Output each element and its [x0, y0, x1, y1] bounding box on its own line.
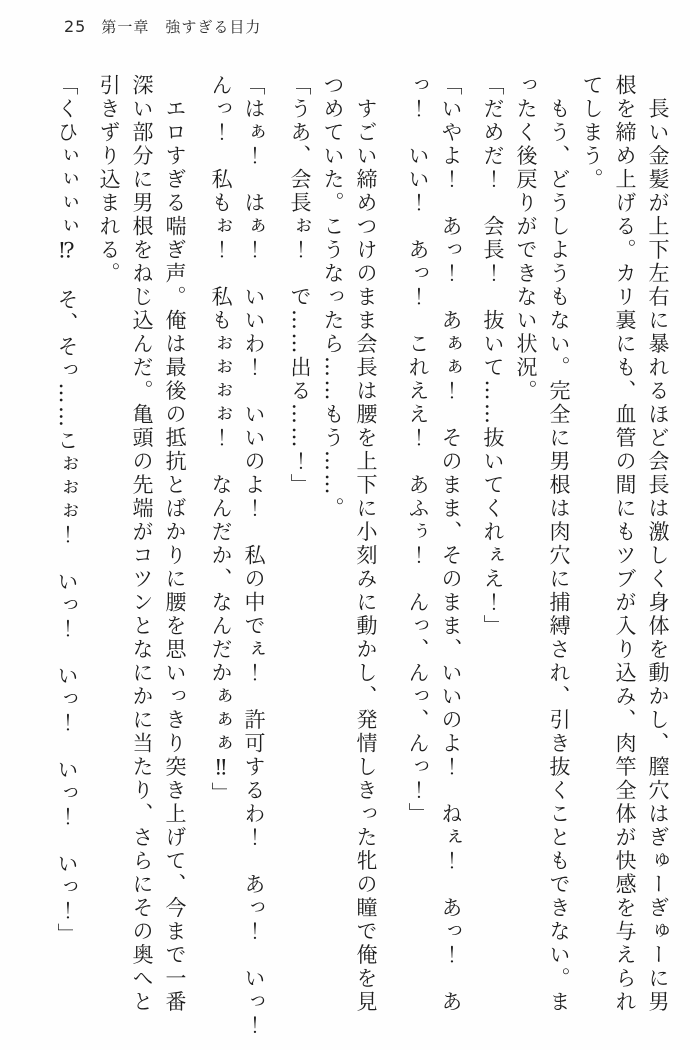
text-line: エロすぎる喘ぎ声。俺は最後の抵抗とばかりに腰を思いっきり突き上げて、今まで一番	[163, 74, 187, 1014]
paragraph	[204, 74, 270, 1044]
text-line: もう、どうしようもない。完全に男根は肉穴に捕縛され、引き抜くこともできない。ま	[547, 74, 571, 1014]
paragraph	[401, 74, 467, 1044]
text-line: 「はぁ！ はぁ！ いいわ！ いいのよ！ 私の中でぇ！ 許可するわ！ あっ！ いっ！	[242, 74, 266, 1038]
text-line: 「くひぃぃぃぃ⁉ そ、そっ……こぉぉぉ！ いっ！ いっ！ いっ！ いっ！」	[55, 74, 79, 947]
paragraph	[283, 74, 316, 1044]
paragraph	[575, 74, 674, 1044]
text-line: すごい締めつけのまま会長は腰を上下に小刻みに動かし、発情しきった牝の瞳で俺を見	[354, 74, 378, 1014]
text-line: 根を締め上げる。カリ裏にも、血管の間にもツブが入り込み、肉竿全体が快感を与えられ	[613, 74, 637, 1014]
chapter-title: 第一章 強すぎる目力	[101, 18, 262, 36]
text-line: 「いやよ！ あっ！ あぁぁ！ そのまま、そのまま、いいのよ！ ねぇ！ あっ！ あ	[439, 74, 463, 1014]
text-line: 深い部分に男根をねじ込んだ。亀頭の先端がコツンとなにかに当たり、さらにその奥へと	[130, 74, 154, 1014]
page-number: 25	[64, 17, 87, 36]
text-line: てしまう。	[580, 74, 604, 192]
text-line: んっ！ 私もぉ！ 私もぉぉぉぉ！ なんだか、なんだかぁぁぁ‼」	[209, 74, 233, 806]
text-line: 引きずり込まれる。	[97, 74, 121, 286]
paragraph	[92, 74, 191, 1044]
paragraph	[316, 74, 382, 1044]
text-line: 「うあ、会長ぉ！ で……出る……！」	[288, 74, 312, 497]
text-line: 長い金髪が上下左右に暴れるほど会長は激しく身体を動かし、膣穴はぎゅーぎゅーに男	[646, 74, 670, 1014]
text-line: ったく後戻りができない状況。	[514, 74, 538, 403]
paragraph	[509, 74, 575, 1044]
text-line: つめていた。こうなったら……もう……。	[321, 74, 345, 521]
body-text	[50, 74, 674, 1044]
text-line: 「だめだ！ 会長！ 抜いて……抜いてくれぇえ！」	[481, 74, 505, 638]
text-line: っ！ いい！ あっ！ これええ！ あふぅ！ んっ、んっ、んっ！」	[406, 74, 430, 826]
page-header	[64, 16, 261, 37]
paragraph	[476, 74, 509, 1044]
paragraph	[50, 74, 83, 1044]
